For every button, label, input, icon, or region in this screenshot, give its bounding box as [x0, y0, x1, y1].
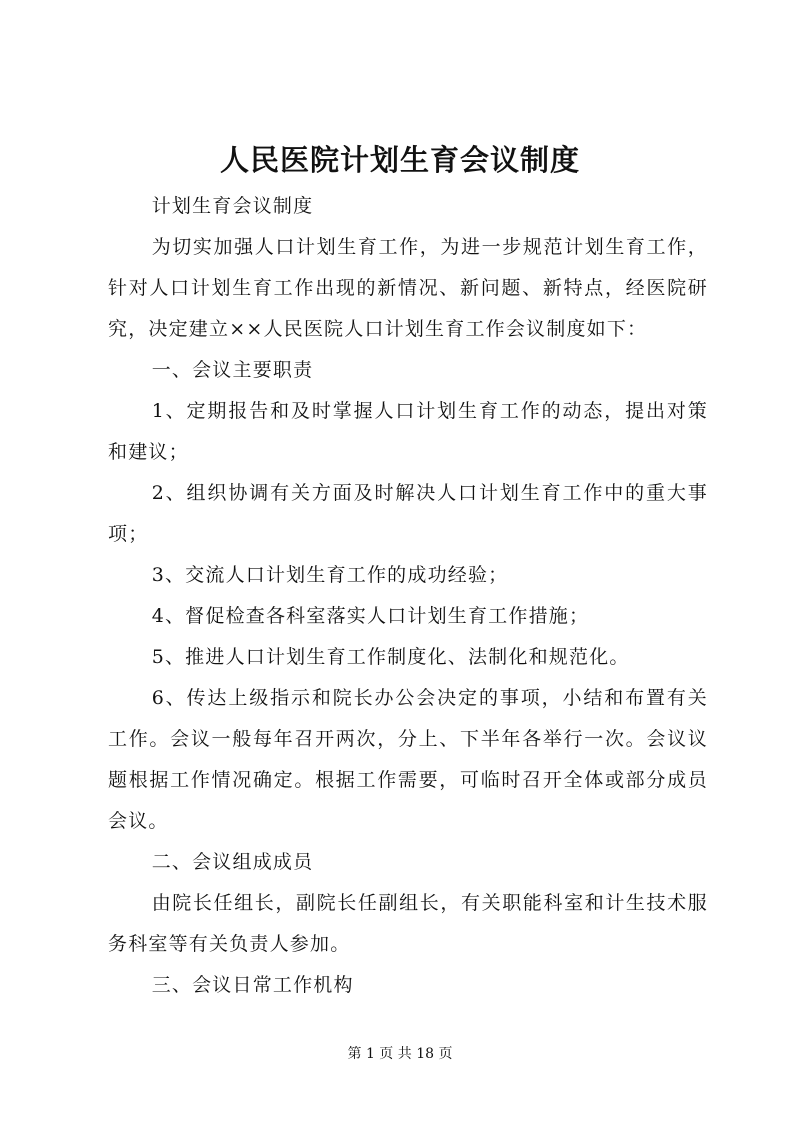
section-heading-3: 三、会议日常工作机构	[151, 974, 354, 996]
duty-item-1: 1、定期报告和及时掌握人口计划生育工作的动态，提出对策和建议；	[108, 400, 708, 463]
paragraph-intro: 为切实加强人口计划生育工作，为进一步规范计划生育工作，针对人口计划生育工作出现的新情况、新问题、新特点，经医院研究，决定建立××人民医院人口计划生育工作会议制度如下：	[108, 236, 708, 340]
document-title: 人民医院计划生育会议制度	[219, 143, 580, 177]
page-number-footer: 第 1 页 共 18 页	[347, 1046, 453, 1062]
duty-item-6: 6、传达上级指示和院长办公会决定的事项，小结和布置有关工作。会议一般每年召开两次，分上、下半年各举行一次。会议议题根据工作情况确定。根据工作需要，可临时召开全体或部分成员会议。	[108, 687, 708, 832]
duty-item-5: 5、推进人口计划生育工作制度化、法制化和规范化。	[151, 646, 630, 668]
document-body	[108, 186, 708, 1006]
duty-item-4: 4、督促检查各科室落实人口计划生育工作措施；	[151, 605, 590, 627]
paragraph-subtitle: 计划生育会议制度	[151, 195, 314, 217]
duty-item-3: 3、交流人口计划生育工作的成功经验；	[151, 564, 509, 586]
duty-item-2: 2、组织协调有关方面及时解决人口计划生育工作中的重大事项；	[108, 482, 708, 545]
members-paragraph: 由院长任组长，副院长任副组长，有关职能科室和计生技术服务科室等有关负责人参加。	[108, 892, 708, 955]
section-heading-1: 一、会议主要职责	[151, 359, 314, 381]
section-heading-2: 二、会议组成成员	[151, 851, 314, 873]
